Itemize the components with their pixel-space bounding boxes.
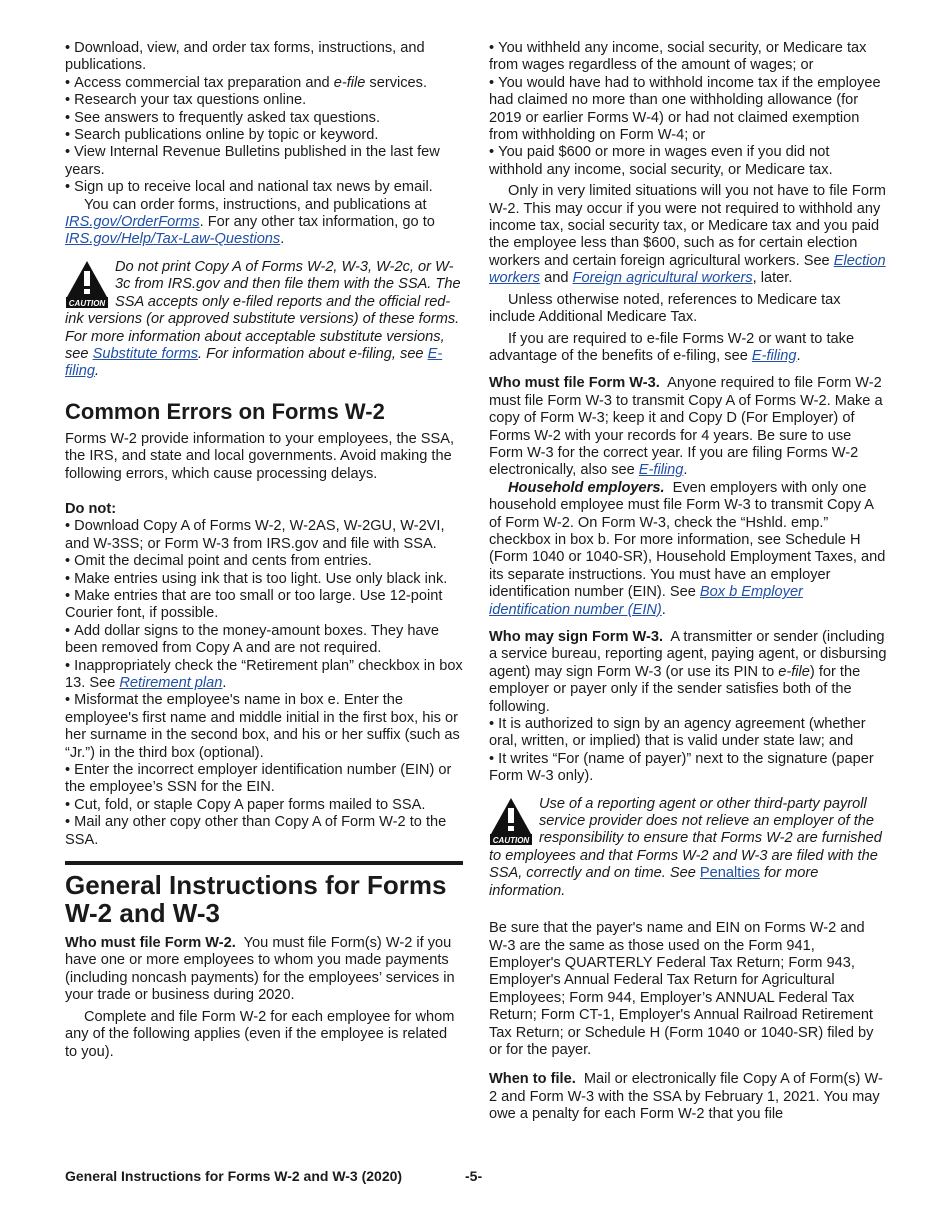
be-sure-paragraph: Be sure that the payer's name and EIN on Forms W-2 and W-3 are the same as those used on the Form 941, Employer's QUARTERLY Federal Tax Return; Form 943, Employer's Annual Federal Tax Return for Agricultural Employees; Form 944, Employer’s ANNUAL Federal Tax Return; Form CT-1, Employer's Annual Railroad Retirement Tax Return; or Schedule H (Form 1040 or 1040-SR) filed by or for the payer. [489, 920, 874, 1058]
list-item: • Research your tax questions online. [65, 92, 463, 109]
complete-file-paragraph: Complete and file Form W-2 for each employee for whom any of the following applies (even if the employee is related to you). [65, 1008, 455, 1060]
who-may-sign-paragraph: Who may sign Form W-3. A transmitter or sender (including a service bureau, reporting agent, paying agent, or disbursing agent) may sign Form W-3 (or use its PIN to e-file) for the employer or payer only if the sender satisfies both of the following. [489, 629, 887, 715]
list-item: • Make entries using ink that is too light. Use only black ink. [65, 571, 463, 588]
list-item: • Download Copy A of Forms W-2, W-2AS, W-2GU, W-2VI, and W-3SS; or Form W-3 from IRS.gov and file with SSA. [65, 518, 463, 553]
caution-note-copy-a: CAUTION Do not print Copy A of Forms W-2, W-3, W-2c, or W-3c from IRS.gov and then file them with the SSA. The SSA accepts only e-filed reports and the official red-ink versions (or approved substitute versions) of these forms. For more information about acceptable substitute versions, see Substitute forms. For information about e-filing, see E-filing. [65, 258, 461, 380]
do-not-label: Do not: [65, 500, 117, 517]
when-to-file-paragraph: When to file. Mail or electronically file Copy A of Form(s) W-2 and Form W-3 with the SSA by February 1, 2021. You may owe a penalty for each Form W-2 that you file [489, 1071, 883, 1123]
caution-note-reporting-agent: CAUTION Use of a reporting agent or other third-party payroll service provider does not relieve an employer of the responsibility to ensure that Forms W-2 are furnished to employees and that Forms W-2 and W-3 are filed with the SSA, correctly and on time. See Penalties for more information. [489, 795, 882, 899]
substitute-forms-link[interactable]: Substitute forms [92, 345, 199, 362]
foreign-agricultural-workers-link[interactable]: Foreign agricultural workers [572, 270, 753, 287]
caution-icon [65, 259, 109, 309]
retirement-plan-link[interactable]: Retirement plan [119, 675, 223, 691]
list-item: • Mail any other copy other than Copy A of Form W-2 to the SSA. [65, 814, 463, 849]
list-item: • Search publications online by topic or keyword. [65, 127, 463, 144]
list-item: • Add dollar signs to the money-amount boxes. They have been removed from Copy A and are not required. [65, 623, 463, 658]
list-item: • It is authorized to sign by an agency agreement (whether oral, written, or implied) that is valid under state law; and [489, 716, 887, 751]
common-errors-heading: Common Errors on Forms W-2 [65, 398, 385, 424]
w2-conditions-list [489, 40, 887, 179]
left-column [65, 40, 463, 1061]
general-instructions-heading: General Instructions for Forms W-2 and W-3 [65, 870, 447, 929]
medicare-paragraph: Unless otherwise noted, references to Medicare tax include Additional Medicare Tax. [489, 291, 841, 326]
list-item: • It writes “For (name of payer)” next to the signature (paper Form W-3 only). [489, 751, 887, 786]
order-forms-link[interactable]: IRS.gov/OrderForms [65, 214, 200, 231]
household-employers-paragraph: Household employers. Even employers with only one household employee must file Form W-3 to transmit Copy A of Form W-2. On Form W-3, check the “Hshld. emp.” checkbox in box b. For more information, see Schedule H (Form 1040 or 1040-SR), Household Employment Taxes, and its separate instructions. You must have an employer identification number (EIN). See Box b Employer identification number (EIN). [489, 479, 886, 618]
list-item: • Misformat the employee's name in box e. Enter the employee's first name and middle initial in the first box, his or her surname in the second box, and his or her suffix (such as “Jr.”) in the third box (optional). [65, 692, 463, 762]
efile-paragraph: If you are required to e-file Forms W-2 or want to take advantage of the benefits of e-filing, see E-filing. [489, 330, 855, 364]
who-must-file-w3-paragraph: Who must file Form W-3. Anyone required to file Form W-2 must file Form W-3 to transmit Copy A of Forms W-2. Make a copy of Form W-3; keep it and Copy D (For Employer) of Forms W-2 with your records for 4 years. Be sure to use Form W-3 for the correct year. If you are filing Forms W-2 electronically, also see E-filing. [489, 375, 883, 479]
e-filing-link[interactable]: E-filing [638, 462, 684, 479]
limited-situations-paragraph: Only in very limited situations will you not have to file Form W-2. This may occur if you were not required to withhold any income tax, social security tax, or Medicare tax and you paid the employee less than $600, such as for certain election workers and certain foreign agricultural workers. See Election workers and Foreign agricultural workers, later. [489, 183, 886, 287]
tax-law-questions-link[interactable]: IRS.gov/Help/Tax-Law-Questions [65, 231, 281, 248]
list-item: • Enter the incorrect employer identification number (EIN) or the employee’s SSN for the EIN. [65, 762, 463, 797]
list-item: • Sign up to receive local and national tax news by email. [65, 179, 463, 196]
list-item: • Make entries that are too small or too large. Use 12-point Courier font, if possible. [65, 588, 463, 623]
list-item: • View Internal Revenue Bulletins published in the last few years. [65, 144, 463, 179]
list-item: • You would have had to withhold income tax if the employee had claimed no more than one withholding allowance (for 2019 or earlier Forms W-4) or had not claimed exemption from withholding on Form W-4; or [489, 75, 887, 145]
irs-services-list [65, 40, 463, 197]
list-item: • Download, view, and order tax forms, instructions, and publications. [65, 40, 463, 75]
penalties-link[interactable]: Penalties [699, 865, 760, 882]
right-column [489, 40, 887, 1124]
footer-title: General Instructions for Forms W-2 and W-3 (2020) [65, 1168, 403, 1184]
list-item: • You withheld any income, social security, or Medicare tax from wages regardless of the amount of wages; or [489, 40, 887, 75]
list-item: • Access commercial tax preparation and e-file services. [65, 75, 463, 92]
e-filing-link[interactable]: E-filing [65, 345, 443, 380]
caution-icon [489, 796, 533, 846]
who-must-file-w2-paragraph: Who must file Form W-2. You must file Form(s) W-2 if you have one or more employees to whom you made payments (including noncash payments) for the employees’ services in your trade or business during 2020. [65, 935, 455, 1004]
list-item: • Cut, fold, or staple Copy A paper forms mailed to SSA. [65, 797, 463, 814]
page-number: -5- [465, 1168, 483, 1184]
list-item: • Inappropriately check the “Retirement plan” checkbox in box 13. See Retirement plan. [65, 658, 463, 693]
election-workers-link[interactable]: Election workers [489, 252, 886, 287]
list-item: • See answers to frequently asked tax questions. [65, 110, 463, 127]
do-not-list [65, 518, 463, 849]
order-forms-paragraph: You can order forms, instructions, and publications at IRS.gov/OrderForms. For any other tax information, go to IRS.gov/Help/Tax-Law-Questions. [65, 196, 435, 248]
list-item: • You paid $600 or more in wages even if you did not withhold any income, social security, or Medicare tax. [489, 144, 887, 179]
caution-label: CAUTION [68, 298, 106, 308]
box-b-ein-link[interactable]: Box b Employer identification number (EIN) [489, 584, 803, 618]
list-item: • Omit the decimal point and cents from entries. [65, 553, 463, 570]
signer-conditions-list [489, 716, 887, 786]
caution-label: CAUTION [492, 835, 530, 845]
common-errors-intro: Forms W-2 provide information to your employees, the SSA, the IRS, and state and local governments. Avoid making the following errors, which cause processing delays. [65, 430, 455, 482]
e-filing-link[interactable]: E-filing [751, 347, 797, 364]
